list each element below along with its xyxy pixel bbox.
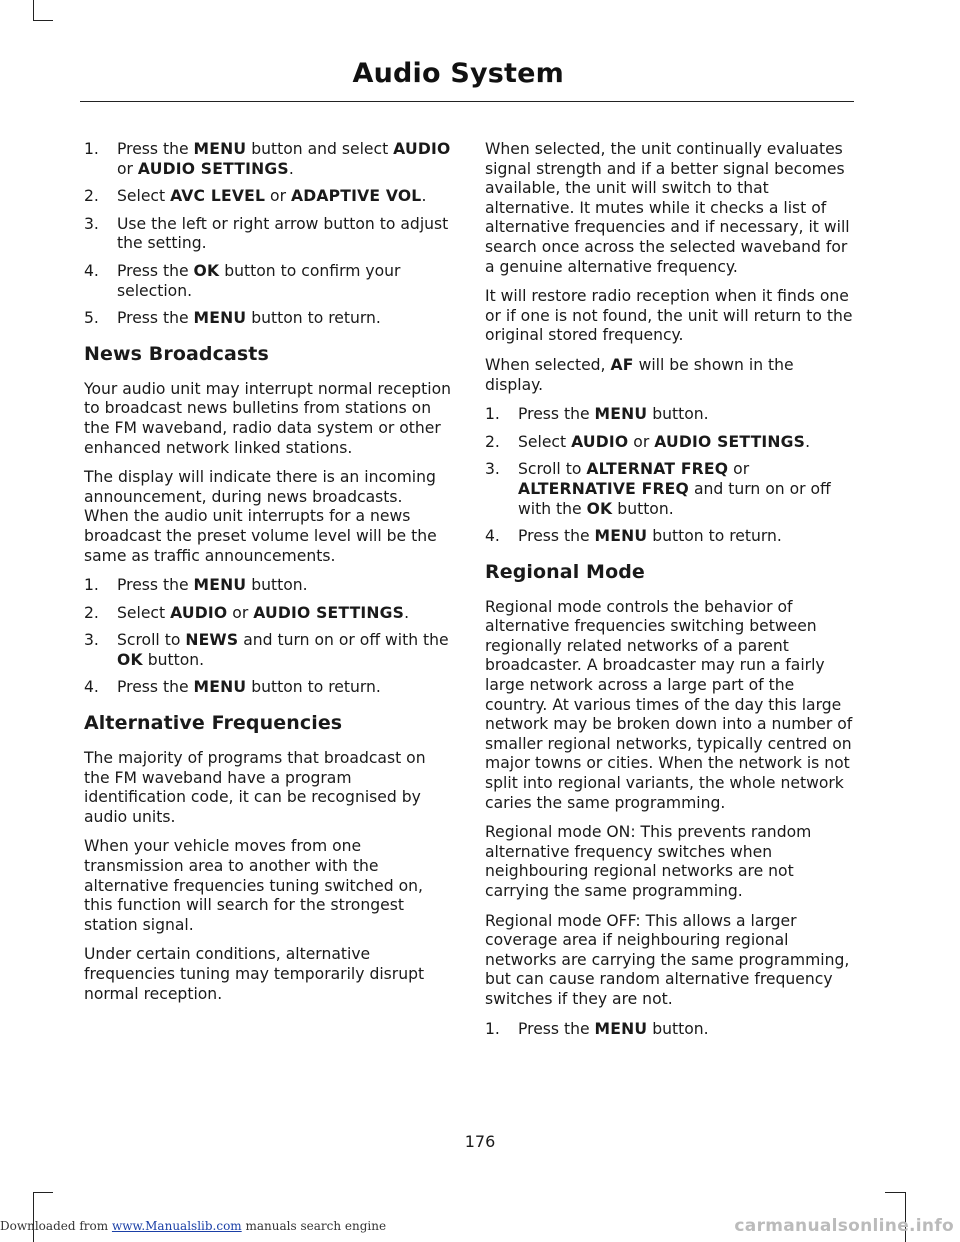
paragraph: Regional mode OFF: This allows a larger coverage area if neighbouring regional networks are carrying the same programming, but can cause random alternative frequency switches if they are not.	[485, 911, 850, 1008]
ui-label: AVC LEVEL	[170, 187, 266, 206]
step-number: 2.	[485, 432, 500, 451]
download-footer	[0, 1219, 386, 1233]
text-run: or	[265, 187, 291, 206]
step-number: 4.	[84, 678, 99, 697]
ui-label: OK	[193, 261, 220, 280]
text-run: or	[227, 603, 254, 622]
watermark: carmanualsonline.info	[734, 1216, 954, 1236]
step-number: 1.	[485, 1019, 500, 1038]
ui-label: MENU	[594, 527, 648, 546]
footer-suffix: manuals search engine	[241, 1219, 387, 1233]
page-title: Audio System	[352, 58, 564, 89]
text-run: Press the	[518, 405, 595, 424]
text-run: Scroll to	[518, 460, 587, 479]
list-item	[84, 678, 452, 698]
list-item	[485, 433, 855, 453]
text-run: Press the	[117, 261, 194, 280]
paragraph: When selected, the unit continually evaluates signal strength and if a better signal becomes available, the unit will switch to that alternative. It mutes while it checks a list of alternative frequencies and if necessary, it will search once across the selected waveband for a genuine alternative frequency.	[485, 140, 850, 276]
paragraph: It will restore radio reception when it finds one or if one is not found, the unit will return to the original stored frequency.	[485, 287, 853, 345]
text-run: and turn on or off with the	[238, 631, 449, 650]
text-run: button to return.	[246, 309, 381, 328]
step-number: 1.	[84, 576, 99, 595]
crop-mark	[33, 0, 34, 20]
text-run: Scroll to	[117, 631, 186, 650]
footer-prefix: Downloaded from	[0, 1219, 112, 1233]
manualslib-link[interactable]: www.Manualslib.com	[111, 1219, 242, 1233]
text-run: Use the left or right arrow button to adjust the setting.	[117, 214, 449, 253]
text-run: or	[728, 460, 750, 479]
text-run: button.	[612, 499, 674, 518]
paragraph: Regional mode ON: This prevents random alternative frequency switches when neighbouring regional networks are not carrying the same programming.	[485, 823, 812, 900]
steps-list	[485, 1020, 855, 1040]
paragraph: When your vehicle moves from one transmission area to another with the alternative frequencies tuning switched on, this function will search for the strongest station signal.	[84, 837, 423, 934]
section-heading-regional-mode: Regional Mode	[485, 560, 645, 583]
crop-mark	[33, 1192, 34, 1242]
ui-label: ALTERNATIVE FREQ	[518, 479, 689, 498]
list-item	[84, 140, 452, 179]
step-number: 1.	[485, 405, 500, 424]
ui-label: AUDIO SETTINGS	[137, 159, 289, 178]
text-run: .	[421, 187, 427, 206]
crop-mark	[885, 1192, 905, 1193]
text-run: Press the	[117, 576, 194, 595]
text-run: button.	[246, 576, 308, 595]
step-number: 3.	[84, 214, 99, 233]
paragraph: The display will indicate there is an incoming announcement, during news broadcasts. When the audio unit interrupts for a news broadcast the preset volume level will be the same as traffic announcements.	[84, 468, 437, 565]
list-item	[84, 262, 452, 301]
step-number: 2.	[84, 603, 99, 622]
steps-list	[485, 405, 855, 547]
paragraph: Regional mode controls the behavior of alternative frequencies switching between regionally related networks of a parent broadcaster. A broadcaster may run a fairly large network across a large part of the country. At various times of the day this large network may be broken down into a number of smaller regional networks, typically centred on major towns or cities. When the network is not split into regional variants, the whole network caries the same programming.	[485, 597, 853, 812]
text-run: When selected,	[485, 355, 611, 374]
steps-list	[84, 140, 452, 329]
step-number: 4.	[84, 261, 99, 280]
text-run: Press the	[518, 527, 595, 546]
text-run: button to return.	[246, 678, 381, 697]
text-run: button to confirm your selection.	[117, 261, 401, 300]
ui-label: AUDIO SETTINGS	[654, 432, 806, 451]
paragraph	[485, 356, 855, 395]
step-number: 3.	[485, 460, 500, 479]
right-column	[485, 140, 855, 1049]
text-run: and turn on or off with the	[518, 479, 831, 518]
list-item	[84, 187, 452, 207]
text-run: or	[628, 432, 655, 451]
section-heading-news: News Broadcasts	[84, 342, 269, 365]
list-item	[84, 576, 452, 596]
ui-label: ALTERNAT FREQ	[586, 460, 729, 479]
page-number: 176	[464, 1132, 496, 1151]
steps-list	[84, 576, 452, 698]
ui-label: ADAPTIVE VOL	[290, 187, 422, 206]
step-number: 3.	[84, 631, 99, 650]
list-item	[84, 604, 452, 624]
ui-label: AUDIO SETTINGS	[253, 603, 405, 622]
ui-label: OK	[586, 499, 613, 518]
ui-label: AF	[610, 355, 634, 374]
step-number: 2.	[84, 187, 99, 206]
text-run: .	[805, 432, 811, 451]
ui-label: MENU	[193, 309, 247, 328]
crop-mark	[33, 1192, 53, 1193]
text-run: button.	[647, 1019, 709, 1038]
text-run: button and select	[246, 140, 394, 158]
list-item	[485, 1020, 855, 1040]
text-run: will be shown in the display.	[485, 355, 794, 394]
text-run: Press the	[518, 1019, 595, 1038]
text-run: Press the	[117, 140, 194, 158]
text-run: button.	[647, 405, 709, 424]
text-run: .	[288, 159, 294, 178]
text-run: Press the	[117, 678, 194, 697]
list-item	[84, 631, 452, 670]
text-run: Select	[117, 187, 171, 206]
list-item	[84, 215, 452, 254]
step-number: 5.	[84, 309, 99, 328]
ui-label: MENU	[193, 678, 247, 697]
step-number: 1.	[84, 140, 99, 158]
text-run: Press the	[117, 309, 194, 328]
step-number: 4.	[485, 527, 500, 546]
list-item	[485, 405, 855, 425]
ui-label: MENU	[594, 1019, 648, 1038]
header-divider	[80, 101, 854, 102]
text-run: Select	[117, 603, 171, 622]
text-run: Select	[518, 432, 572, 451]
paragraph: The majority of programs that broadcast on the FM waveband have a program identification code, it can be recognised by audio units.	[84, 749, 426, 826]
left-column	[84, 140, 452, 1014]
list-item	[485, 460, 855, 519]
paragraph: Under certain conditions, alternative frequencies tuning may temporarily disrupt normal reception.	[84, 945, 425, 1003]
ui-label: MENU	[594, 405, 648, 424]
ui-label: AUDIO	[170, 603, 228, 622]
section-heading-alternative-frequencies: Alternative Frequencies	[84, 712, 343, 735]
text-run: button.	[142, 650, 205, 669]
text-run: .	[404, 603, 410, 622]
ui-label: OK	[117, 650, 143, 669]
ui-label: AUDIO	[571, 432, 629, 451]
list-item	[485, 527, 855, 547]
ui-label: NEWS	[185, 631, 239, 650]
text-run: button to return.	[647, 527, 782, 546]
ui-label: MENU	[193, 576, 247, 595]
text-run: or	[117, 159, 138, 178]
crop-mark	[33, 20, 53, 21]
ui-label: AUDIO	[393, 140, 451, 158]
paragraph: Your audio unit may interrupt normal reception to broadcast news bulletins from stations on the FM waveband, radio data system or other enhanced network linked stations.	[84, 379, 452, 457]
ui-label: MENU	[193, 140, 247, 158]
list-item	[84, 309, 452, 329]
